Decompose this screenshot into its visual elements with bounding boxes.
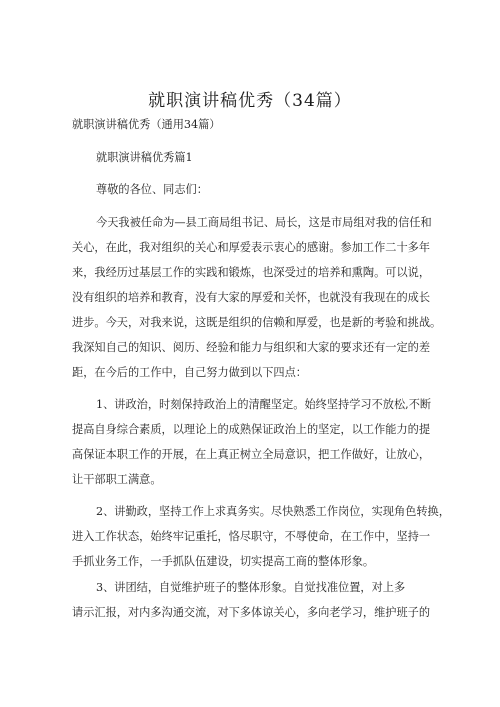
paragraph-line: 我深知自己的知识、阅历、经验和能力与组织和大家的要求还有一定的差 [72, 341, 431, 354]
paragraph-line: 今天我被任命为—县工商局组书记、局长，这是市局组对我的信任和 [96, 216, 432, 229]
paragraph-line: 提高自身综合素质，以理论上的成熟保证政治上的坚定，以工作能力的提 [72, 423, 431, 436]
paragraph-line: 高保证本职工作的开展，在上真正树立全局意识，把工作做好，让放心， [72, 448, 431, 461]
paragraph-line: 进入工作状态，始终牢记重托，恪尽职守，不辱使命，在工作中，坚持一 [72, 530, 431, 543]
paragraph-line: 手抓业务工作，一手抓队伍建设，切实提高工商的整体形象。 [72, 555, 375, 568]
salutation: 尊敬的各位、同志们： [96, 183, 208, 196]
paragraph-line: 距，在今后的工作中，自己努力做到以下四点： [72, 366, 307, 379]
paragraph-line: 让干部职工满意。 [72, 473, 162, 486]
paragraph-line: 没有组织的培养和教育，没有大家的厚爱和关怀，也就没有我现在的成长 [72, 291, 431, 304]
paragraph-line: 请示汇报，对内多沟通交流，对下多体谅关心，多向老学习，维护班子的 [72, 606, 431, 619]
paragraph-line: 2、讲勤政，坚持工作上求真务实。尽快熟悉工作岗位，实现角色转换， [96, 505, 450, 518]
paragraph-line: 来，我经历过基层工作的实践和锻炼，也深受过的培养和熏陶。可以说， [72, 266, 431, 279]
document-subtitle: 就职演讲稿优秀（通用34篇） [72, 118, 221, 131]
paragraph-line: 进步。今天，对我来说，这既是组织的信赖和厚爱，也是新的考验和挑战。 [72, 316, 442, 329]
paragraph-line: 关心，在此，我对组织的关心和厚爱表示衷心的感谢。参加工作二十多年 [72, 241, 431, 254]
paragraph-line: 1、讲政治，时刻保持政治上的清醒坚定。始终坚持学习不放松,不断 [96, 398, 432, 411]
section-heading: 就职演讲稿优秀篇1 [96, 151, 193, 164]
document-title: 就职演讲稿优秀（34篇） [148, 91, 352, 111]
paragraph-line: 3、讲团结，自觉维护班子的整体形象。自觉找准位置，对上多 [96, 581, 406, 594]
